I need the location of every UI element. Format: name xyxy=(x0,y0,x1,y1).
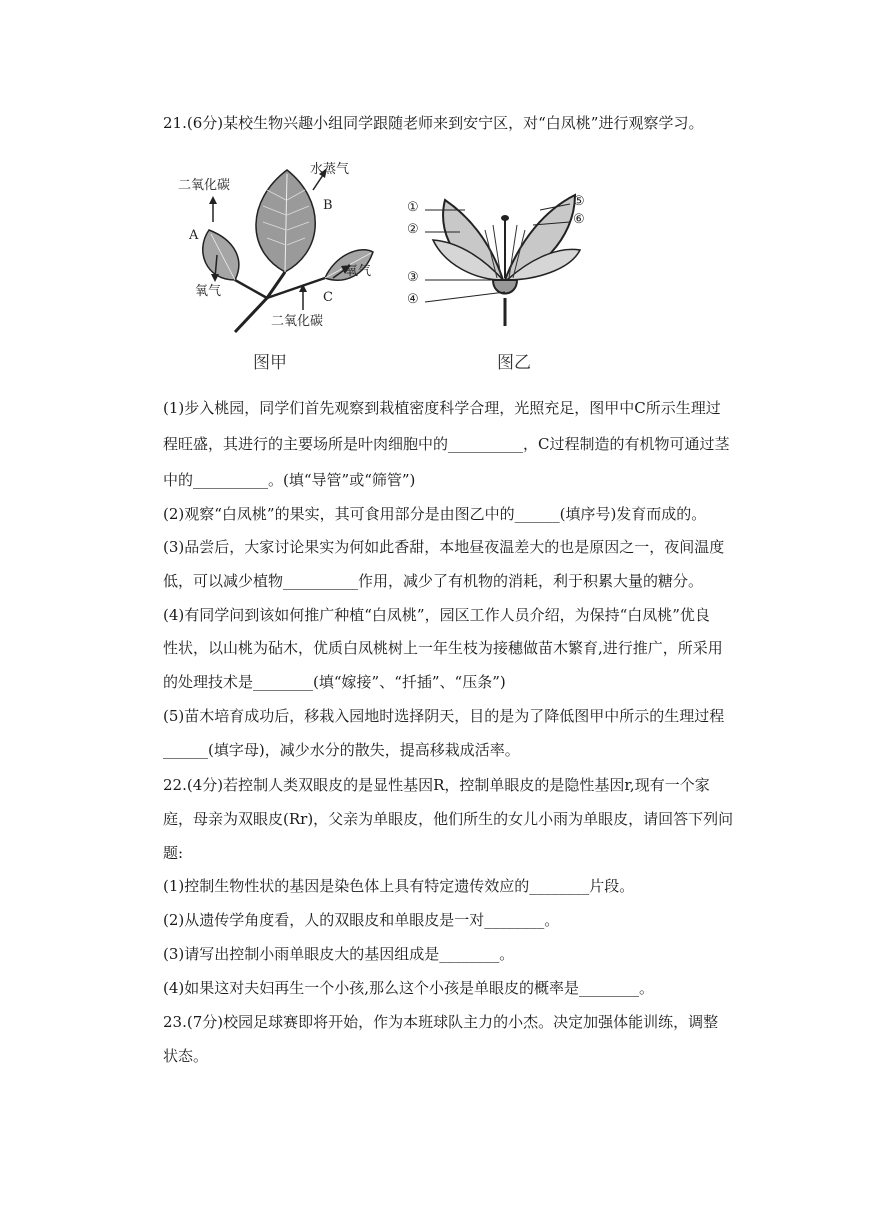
q21-line-11: ______(填字母)，减少水分的散失，提高移栽成活率。 xyxy=(163,741,520,759)
label-water-vapor: 水蒸气 xyxy=(310,162,350,177)
label-a: A xyxy=(189,228,199,243)
q22-line-6: (3)请写出控制小雨单眼皮大的基因组成是________。 xyxy=(163,945,515,963)
q22-line-1: 22.(4分)若控制人类双眼皮的是显性基因R，控制单眼皮的是隐性基因r,现有一个家 xyxy=(163,776,710,794)
q21-line-7: (4)有同学问到该如何推广种植“白凤桃”，园区工作人员介绍，为保持“白凤桃”优良 xyxy=(163,606,710,624)
q23-line-1: 23.(7分)校园足球赛即将开始，作为本班球队主力的小杰。决定加强体能训练，调整 xyxy=(163,1013,719,1031)
q21-line-3: 中的__________。(填“导管”或“筛管”) xyxy=(163,471,416,489)
label-c: C xyxy=(323,290,333,305)
label-n2: ② xyxy=(407,222,419,237)
figure-yi xyxy=(405,180,595,375)
q22-line-2: 庭，母亲为双眼皮(Rr)，父亲为单眼皮，他们所生的女儿小雨为单眼皮，请回答下列问 xyxy=(163,810,734,828)
q22-line-4: (1)控制生物性状的基因是染色体上具有特定遗传效应的________片段。 xyxy=(163,877,635,895)
label-n3: ③ xyxy=(407,270,419,285)
label-n5: ⑤ xyxy=(573,194,585,209)
label-n4: ④ xyxy=(407,292,419,307)
label-co2-top: 二氧化碳 xyxy=(178,178,231,193)
label-n1: ① xyxy=(407,200,419,215)
q21-stem: 21.(6分)某校生物兴趣小组同学跟随老师来到安宁区，对“白凤桃”进行观察学习。 xyxy=(163,114,704,132)
q23-line-2: 状态。 xyxy=(163,1047,209,1065)
q21-line-10: (5)苗木培育成功后，移栽入园地时选择阴天，目的是为了降低图甲中所示的生理过程 xyxy=(163,707,725,725)
q21-line-2: 程旺盛，其进行的主要场所是叶肉细胞中的__________，C过程制造的有机物可通过茎 xyxy=(163,435,730,453)
figure-jia xyxy=(175,160,375,375)
flower-diagram-illustration xyxy=(405,180,595,330)
q21-line-5: (3)品尝后，大家讨论果实为何如此香甜，本地昼夜温差大的也是原因之一，夜间温度 xyxy=(163,538,725,556)
q22-line-7: (4)如果这对夫妇再生一个小孩,那么这个小孩是单眼皮的概率是________。 xyxy=(163,979,655,997)
q22-line-3: 题: xyxy=(163,844,184,862)
q21-line-1: (1)步入桃园，同学们首先观察到栽植密度科学合理，光照充足，图甲中C所示生理过 xyxy=(163,399,721,417)
label-co2-bottom: 二氧化碳 xyxy=(271,314,324,329)
figure-jia-caption: 图甲 xyxy=(253,353,287,373)
label-oxygen-right: 氧气 xyxy=(345,264,372,279)
q21-line-6: 低，可以减少植物__________作用，减少了有机物的消耗，利于积累大量的糖分。 xyxy=(163,572,704,590)
label-b: B xyxy=(323,198,333,213)
q21-line-4: (2)观察“白凤桃”的果实，其可食用部分是由图乙中的______(填序号)发育而成的。 xyxy=(163,505,707,523)
label-oxygen-left: 氧气 xyxy=(195,284,222,299)
figure-yi-caption: 图乙 xyxy=(497,353,531,373)
q22-line-5: (2)从遗传学角度看，人的双眼皮和单眼皮是一对________。 xyxy=(163,911,560,929)
label-n6: ⑥ xyxy=(573,212,585,227)
q21-line-9: 的处理技术是________(填“嫁接”、“扦插”、“压条”) xyxy=(163,673,506,691)
q21-line-8: 性状，以山桃为砧木，优质白凤桃树上一年生枝为接穗做苗木繁育,进行推广，所采用 xyxy=(163,639,723,657)
